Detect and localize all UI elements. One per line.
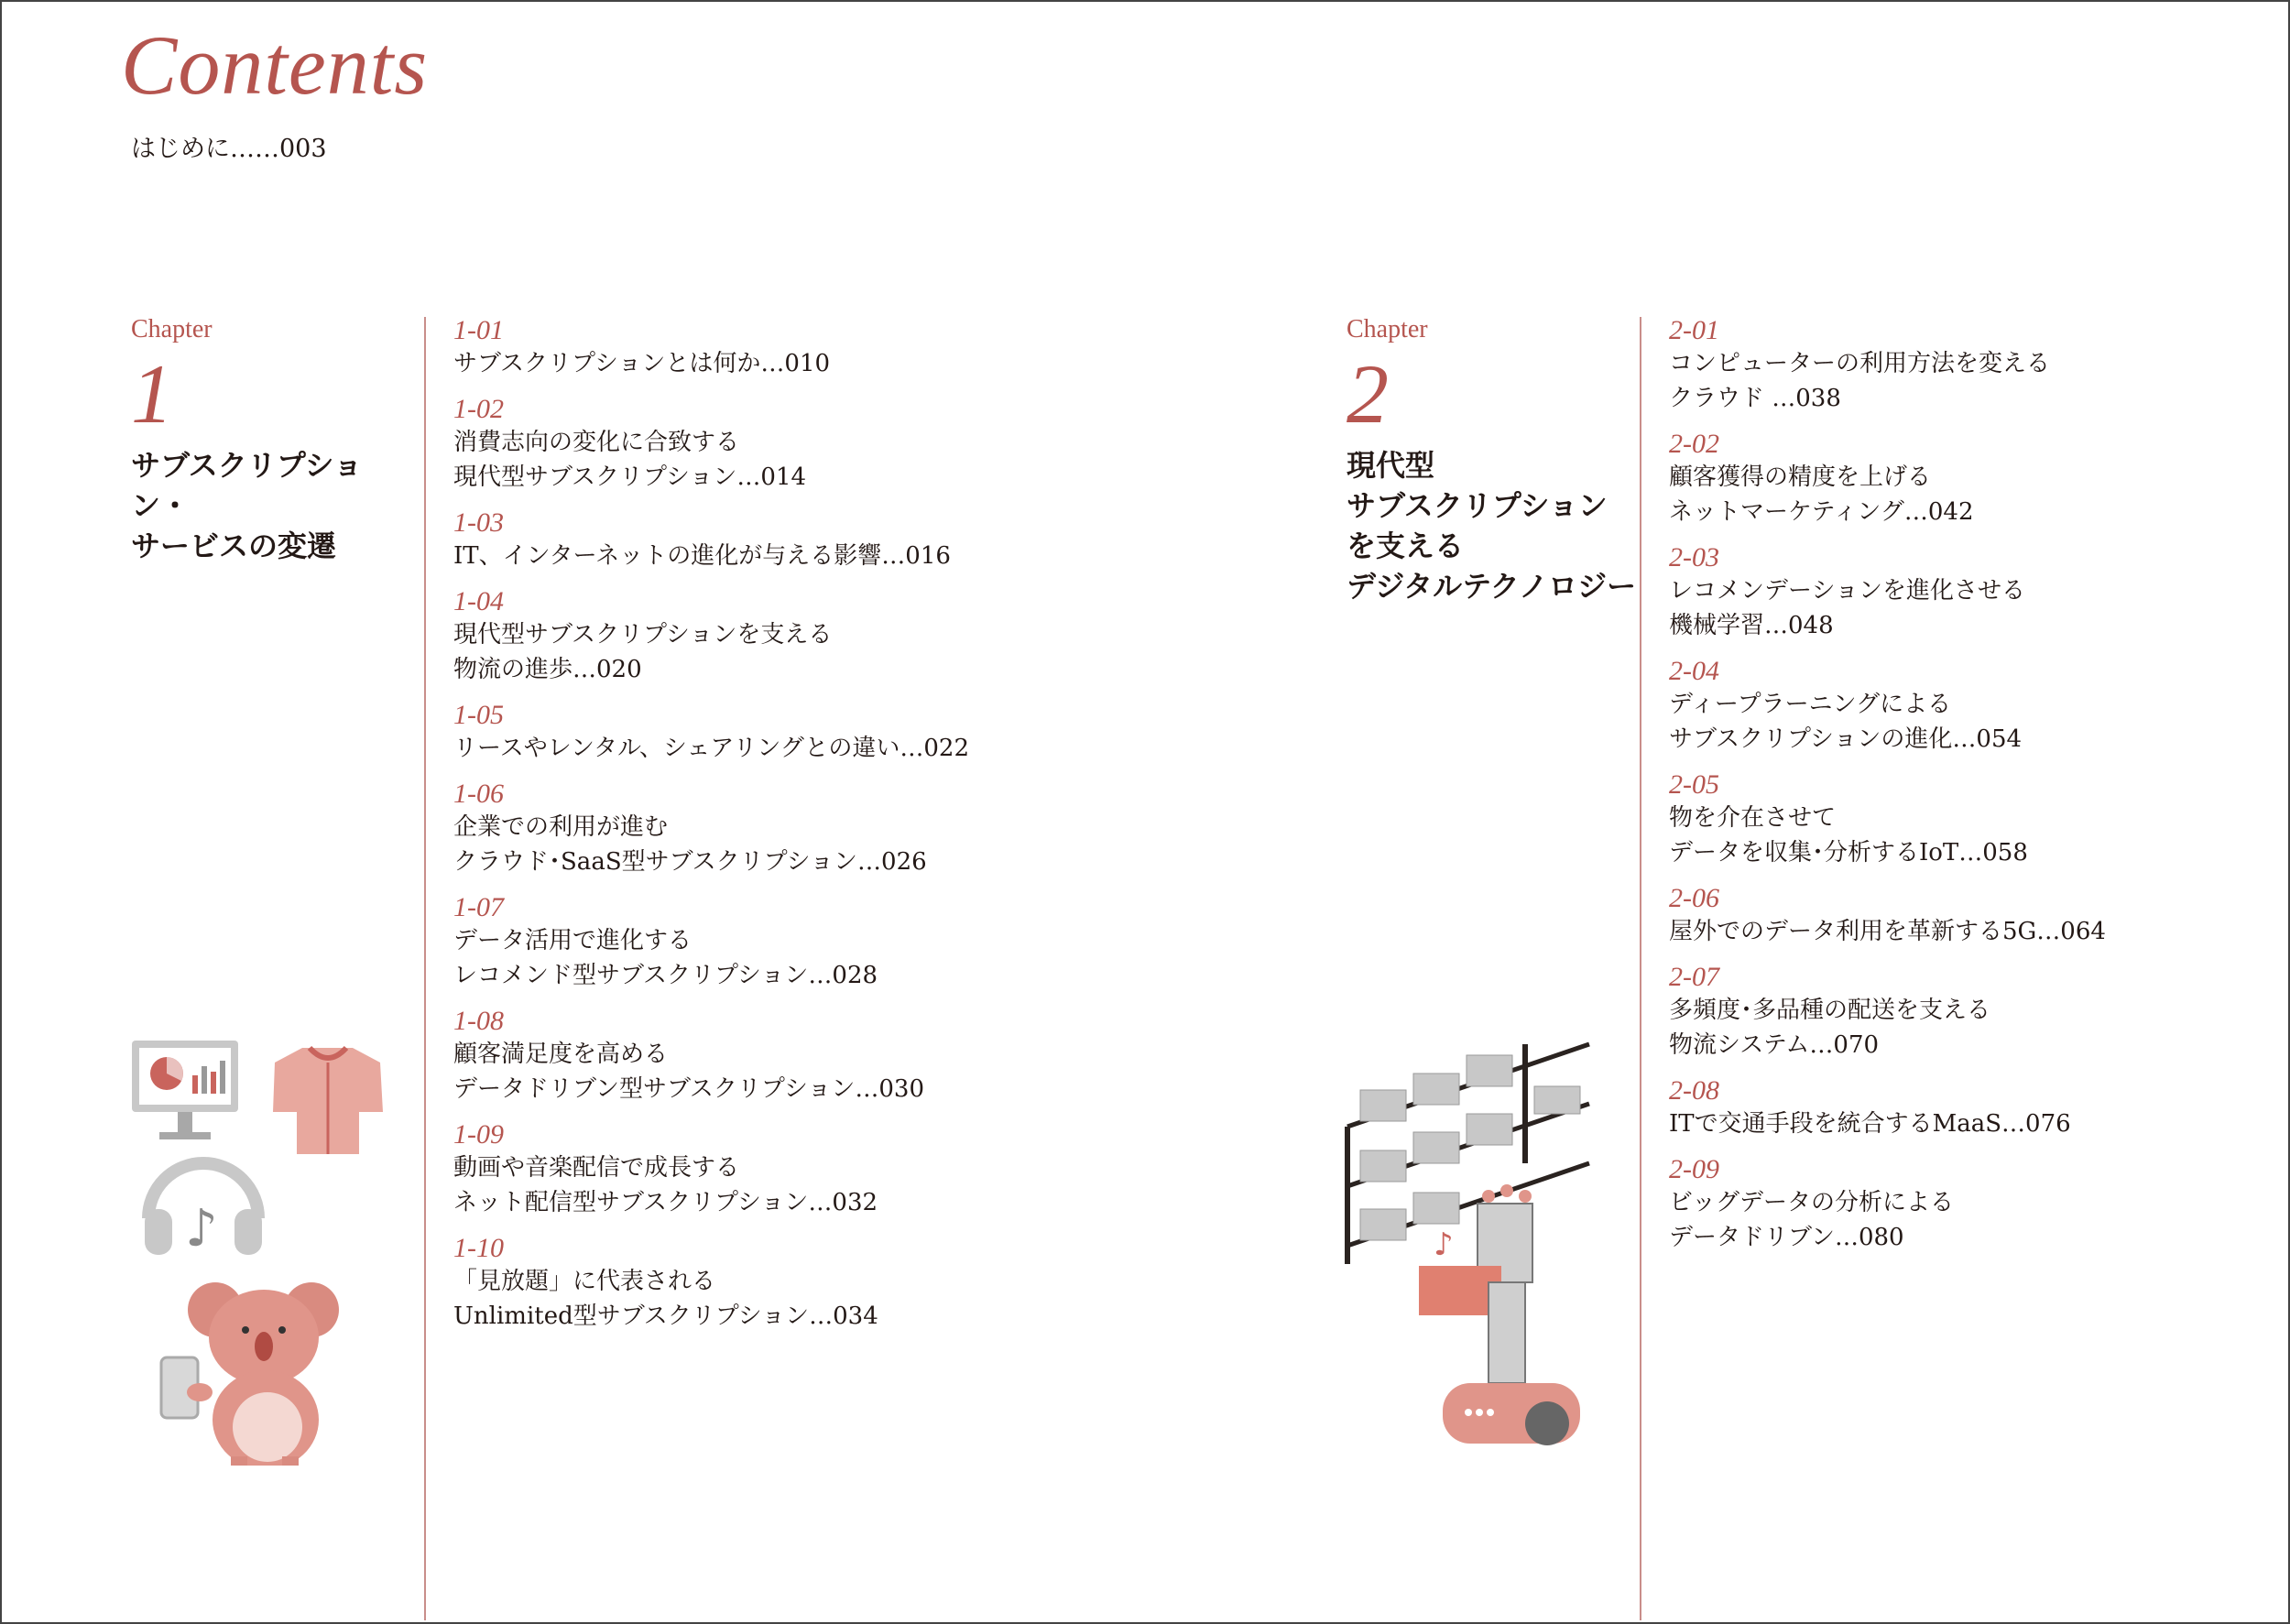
toc-entry[interactable] [1669,429,2106,529]
section-number: 1-06 [453,779,504,809]
chapter-2-title-line: デジタルテクノロジー [1347,569,1637,604]
toc-entry[interactable] [1669,315,2106,416]
section-title-line: 「見放題」に代表される [453,1268,716,1295]
section-title-line: 多頻度･多品種の配送を支える [1669,997,1991,1024]
section-number: 1-07 [453,892,504,922]
section-number: 2-02 [1669,429,1719,459]
monitor-icon [132,1041,238,1139]
chapter-2-label: Chapter [1347,315,1428,343]
toc-entry[interactable] [1669,1075,2106,1141]
toc-entry[interactable] [453,779,969,879]
section-title-line: レコメンデーションを進化させる [1669,577,2025,605]
section-number: 2-05 [1669,769,1719,800]
section-title-line: サブスクリプションとは何か…010 [453,350,831,377]
chapter-2-title-line: サブスクリプション [1347,488,1608,523]
section-number: 2-01 [1669,315,1719,345]
section-title-line: リースやレンタル、シェアリングとの違い…022 [453,735,969,762]
section-title-line: 消費志向の変化に合致する [453,429,740,456]
toc-entry[interactable] [1669,1154,2106,1255]
svg-text:♪: ♪ [1434,1226,1454,1263]
section-title-line: 物流システム…070 [1669,1031,1880,1059]
section-number: 1-05 [453,700,504,730]
section-title-line: Unlimited型サブスクリプション…034 [453,1302,878,1330]
chapter-2-heading [1347,315,1640,606]
section-title-line: ネットマーケティング…042 [1669,498,1974,526]
section-title-line: 動画や音楽配信で成長する [453,1154,740,1182]
section-title-line: 物を介在させて [1669,804,1837,832]
toc-entry[interactable] [453,507,969,573]
chapter-2-toc [1669,315,2106,1268]
section-number: 1-03 [453,507,504,538]
contents-title: Contents [121,18,429,112]
section-number: 2-07 [1669,962,1719,992]
chapter-1-title-line: サービスの変遷 [131,529,337,563]
toc-entry[interactable] [453,586,969,687]
toc-entry[interactable] [453,700,969,766]
intro-entry[interactable]: はじめに……003 [131,135,327,163]
section-title-line: データドリブン…080 [1669,1224,1904,1251]
section-number: 1-10 [453,1233,504,1263]
section-title-line: 屋外でのデータ利用を革新する5G…064 [1669,918,2106,945]
toc-entry[interactable] [1669,883,2106,949]
section-title-line: 現代型サブスクリプションを支える [453,621,833,649]
svg-text:♪: ♪ [185,1199,218,1259]
section-title-line: データドリブン型サブスクリプション…030 [453,1075,924,1103]
chapter-1-label: Chapter [131,315,213,343]
chapter-2-title [1347,445,1640,606]
section-title-line: 現代型サブスクリプション…014 [453,463,807,491]
section-title-line: 機械学習…048 [1669,612,1834,639]
shirt-icon [273,1048,383,1154]
section-number: 1-01 [453,315,504,345]
section-title-line: 顧客満足度を高める [453,1041,669,1068]
chapter-2-number: 2 [1347,347,1389,441]
toc-entry[interactable] [453,892,969,993]
toc-entry[interactable] [453,1119,969,1220]
section-title-line: IT、インターネットの進化が与える影響…016 [453,542,951,570]
section-title-line: クラウド …038 [1669,385,1841,412]
toc-entry[interactable] [453,1233,969,1334]
chapter-1-number: 1 [131,347,173,441]
koala-icon [161,1282,339,1466]
toc-entry[interactable] [1669,656,2106,757]
warehouse-shelf-icon [1347,1044,1589,1264]
section-title-line: ITで交通手段を統合するMaaS…076 [1669,1110,2071,1138]
section-number: 1-08 [453,1006,504,1036]
section-number: 2-04 [1669,656,1719,686]
section-title-line: クラウド･SaaS型サブスクリプション…026 [453,848,927,876]
section-number: 2-08 [1669,1075,1719,1106]
chapter-2-title-line: を支える [1347,529,1465,563]
section-title-line: サブスクリプションの進化…054 [1669,725,2023,753]
section-title-line: データ活用で進化する [453,927,692,954]
section-number: 2-09 [1669,1154,1719,1184]
chapter-2-illustration [1342,1035,1608,1456]
toc-entry[interactable] [453,394,969,495]
chapter-1-title [131,445,406,566]
section-title-line: 顧客獲得の精度を上げる [1669,463,1932,491]
section-number: 2-06 [1669,883,1719,913]
section-title-line: コンピューターの利用方法を変える [1669,350,2051,377]
chapter-1-heading [131,315,406,566]
section-number: 1-02 [453,394,504,424]
headphones-icon [145,1163,262,1259]
section-title-line: レコメンド型サブスクリプション…028 [453,962,878,989]
section-title-line: ディープラーニングによる [1669,691,1952,718]
toc-entry[interactable] [1669,542,2106,643]
chapter-1-divider [424,317,426,1620]
chapter-2-divider [1640,317,1641,1620]
toc-entry[interactable] [1669,962,2106,1063]
section-title-line: ビッグデータの分析による [1669,1189,1954,1216]
chapter-2-title-line: 現代型 [1347,448,1435,483]
section-title-line: 物流の進歩…020 [453,656,642,683]
toc-entry[interactable] [1669,769,2106,870]
section-number: 1-04 [453,586,504,616]
toc-entry[interactable] [453,315,969,381]
section-title-line: 企業での利用が進む [453,813,669,841]
section-number: 2-03 [1669,542,1719,572]
section-number: 1-09 [453,1119,504,1150]
toc-entry[interactable] [453,1006,969,1106]
chapter-1-illustration [128,1035,394,1466]
chapter-1-title-line: サブスクリプション・ [131,448,363,523]
section-title-line: データを収集･分析するIoT…058 [1669,839,2028,866]
chapter-1-toc [453,315,969,1346]
section-title-line: ネット配信型サブスクリプション…032 [453,1189,878,1216]
